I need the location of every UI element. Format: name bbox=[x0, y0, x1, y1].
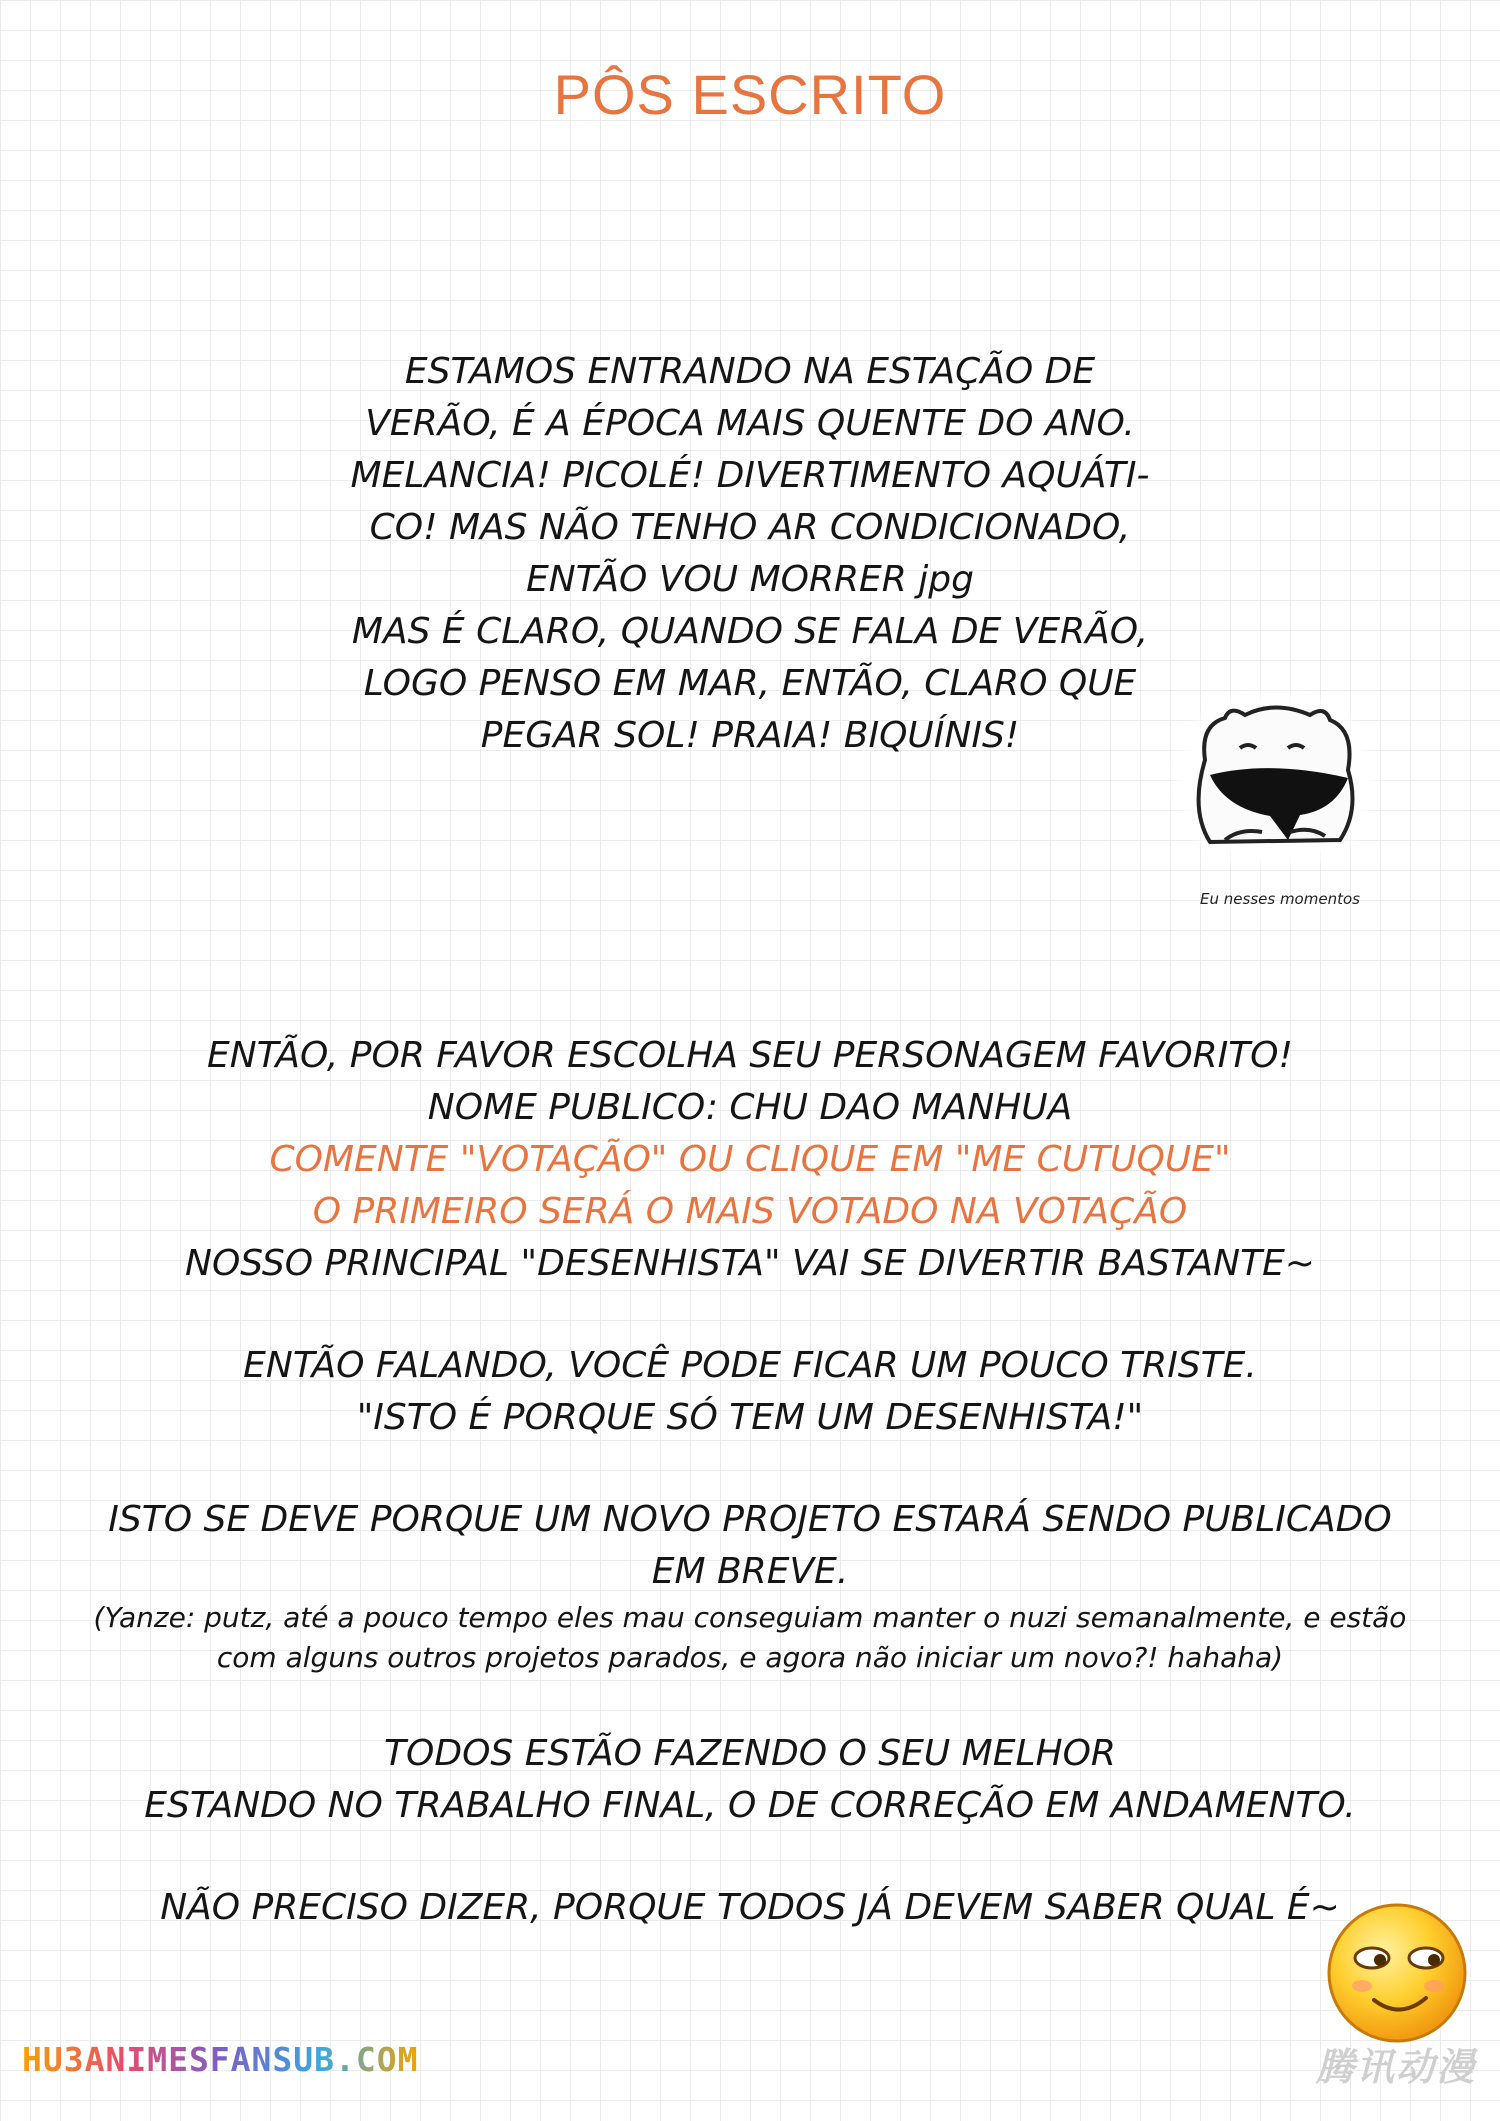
bear-drawing bbox=[1170, 690, 1380, 870]
intro-line: MELANCIA! PICOLÉ! DIVERTIMENTO AQUÁTI- bbox=[350, 455, 1150, 496]
intro-line: LOGO PENSO EM MAR, ENTÃO, CLARO QUE bbox=[363, 663, 1137, 704]
vote-line: ENTÃO, POR FAVOR ESCOLHA SEU PERSONAGEM FAVORITO! bbox=[207, 1035, 1293, 1076]
intro-line: PEGAR SOL! PRAIA! BIQUÍNIS! bbox=[480, 715, 1020, 756]
best-line: TODOS ESTÃO FAZENDO O SEU MELHOR bbox=[384, 1733, 1116, 1774]
translator-note: com alguns outros projetos parados, e agora não iniciar um novo?! hahaha) bbox=[216, 1641, 1284, 1674]
best-line: ESTANDO NO TRABALHO FINAL, O DE CORREÇÃO EM ANDAMENTO. bbox=[144, 1785, 1356, 1826]
vote-line: NOSSO PRINCIPAL "DESENHISTA" VAI SE DIVERTIR BASTANTE~ bbox=[185, 1243, 1315, 1284]
intro-line: VERÃO, É A ÉPOCA MAIS QUENTE DO ANO. bbox=[365, 403, 1135, 444]
bear-caption: Eu nesses momentos bbox=[1200, 890, 1360, 908]
sad-line: ENTÃO FALANDO, VOCÊ PODE FICAR UM POUCO TRISTE. bbox=[243, 1345, 1257, 1386]
project-line: EM BREVE. bbox=[651, 1551, 849, 1592]
tencent-comic-logo: 腾讯动漫 bbox=[1315, 2045, 1476, 2089]
smiley-face-icon bbox=[1322, 1898, 1472, 2048]
page-title: PÔS ESCRITO bbox=[553, 63, 947, 126]
vote-line: NOME PUBLICO: CHU DAO MANHUA bbox=[427, 1087, 1073, 1128]
sad-line: "ISTO É PORQUE SÓ TEM UM DESENHISTA!" bbox=[356, 1397, 1144, 1438]
vote-highlight-line: O PRIMEIRO SERÁ O MAIS VOTADO NA VOTAÇÃO bbox=[312, 1191, 1188, 1232]
translator-note: (Yanze: putz, até a pouco tempo eles mau conseguiam manter o nuzi semanalmente, e estão bbox=[93, 1601, 1407, 1634]
fansub-logo: HU3ANIMESFANSUB.COM bbox=[22, 2040, 419, 2079]
body-text bbox=[40, 1030, 1460, 1934]
bear-meme-image bbox=[1170, 690, 1380, 870]
project-line: ISTO SE DEVE PORQUE UM NOVO PROJETO ESTARÁ SENDO PUBLICADO bbox=[108, 1499, 1392, 1540]
intro-line: CO! MAS NÃO TENHO AR CONDICIONADO, bbox=[369, 507, 1131, 548]
intro-paragraph bbox=[250, 346, 1250, 762]
intro-line: ENTÃO VOU MORRER jpg bbox=[526, 559, 974, 600]
closing-line: NÃO PRECISO DIZER, PORQUE TODOS JÁ DEVEM SABER QUAL É~ bbox=[160, 1887, 1340, 1928]
intro-line: ESTAMOS ENTRANDO NA ESTAÇÃO DE bbox=[404, 351, 1096, 392]
vote-highlight-line: COMENTE "VOTAÇÃO" OU CLIQUE EM "ME CUTUQUE" bbox=[269, 1139, 1231, 1180]
intro-line: MAS É CLARO, QUANDO SE FALA DE VERÃO, bbox=[351, 611, 1149, 652]
